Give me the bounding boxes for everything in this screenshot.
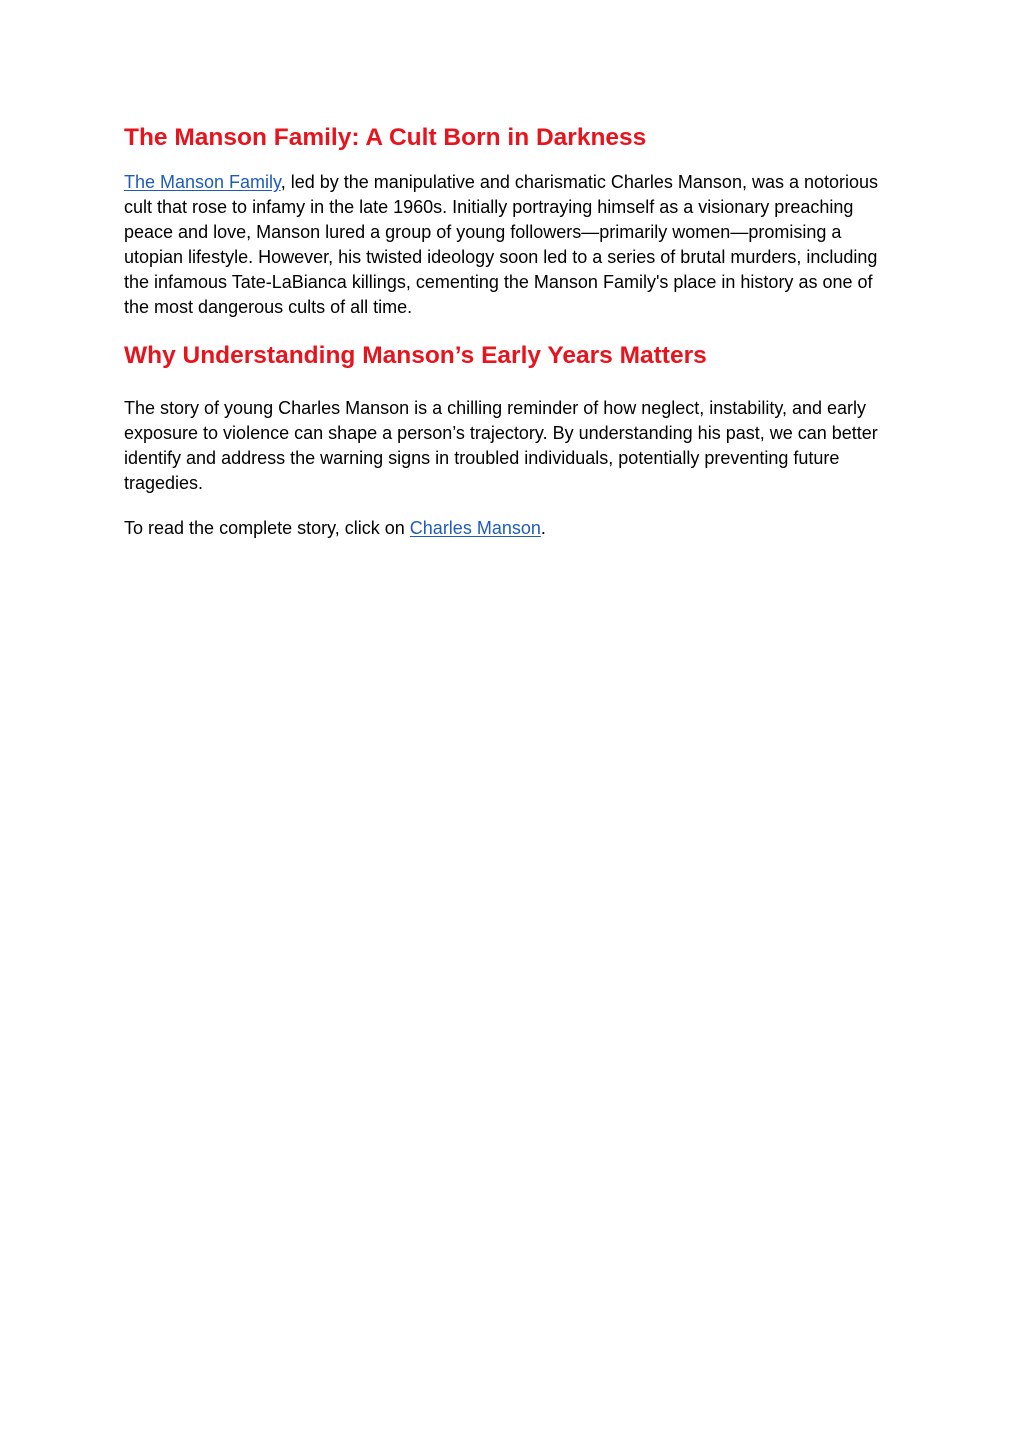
early-years-paragraph: The story of young Charles Manson is a chilling reminder of how neglect, instability, and early exposure to violence can shape a person’s trajectory. By understanding his past, we can better identify and address the warning signs in troubled individuals, potentially preventing future tragedies. [124,398,878,493]
document-content [124,118,894,541]
charles-manson-link[interactable]: Charles Manson [409,518,541,538]
manson-family-link[interactable]: The Manson Family [124,172,281,192]
read-more-prefix: To read the complete story, click on [124,518,410,538]
read-more-paragraph [124,516,894,541]
section-heading-manson-family: The Manson Family: A Cult Born in Darkness [124,124,647,151]
read-more-suffix: . [540,518,546,538]
intro-paragraph [124,170,894,320]
section-heading-early-years: Why Understanding Manson’s Early Years Matters [124,342,707,369]
intro-paragraph-text: , led by the manipulative and charismatic Charles Manson, was a notorious cult that rose to infamy in the late 1960s. Initially portraying himself as a visionary preaching peace and love, Manson lured a group of young followers—primarily women—promising a utopian lifestyle. However, his twisted ideology soon led to a series of brutal murders, including the infamous Tate-LaBianca killings, cementing the Manson Family's place in history as one of the most dangerous cults of all time. [124,172,879,317]
